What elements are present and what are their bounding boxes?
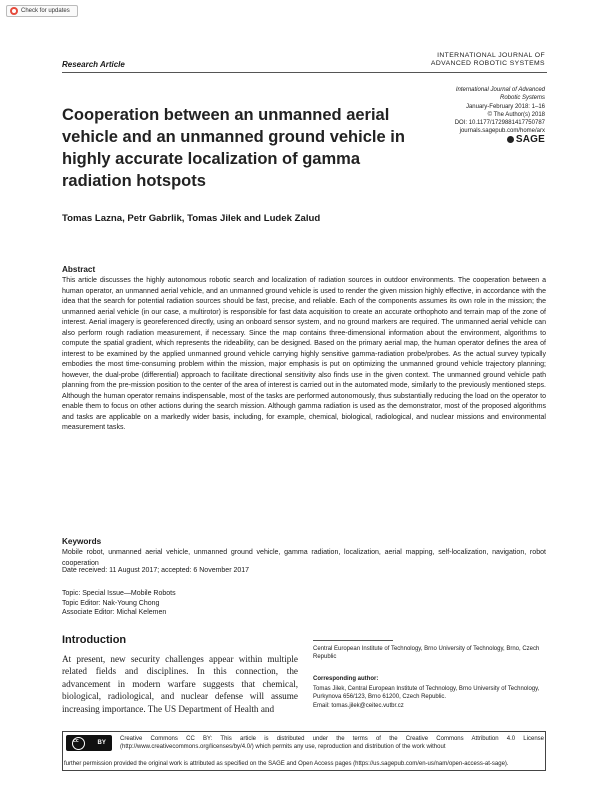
affiliation: Central European Institute of Technology, Brno University of Technology, Brno, Czech Republic xyxy=(313,646,540,661)
introduction-text: At present, new security challenges appear within multiple related fields and disciplines. In this connection, the advancement in modern warfare suggests that chemical, biological, radiological, and nuclear defense will assume increasing importance. The US Department of Health and xyxy=(62,654,298,714)
license-text-continued: further permission provided the original work is attributed as specified on the SAGE and Open Access pages (https://us.sagepub.com/en-us/nam/open-access-at-sage). xyxy=(64,761,509,767)
affiliation-rule xyxy=(313,640,393,641)
corresponding-email[interactable]: Email: tomas.jilek@ceitec.vutbr.cz xyxy=(313,702,404,709)
meta-url[interactable]: journals.sagepub.com/home/arx xyxy=(459,128,545,135)
article-type: Research Article xyxy=(62,60,125,69)
keywords-heading: Keywords xyxy=(62,537,102,546)
meta-copyright: © The Author(s) 2018 xyxy=(487,111,545,118)
corresponding-heading: Corresponding author: xyxy=(313,676,379,682)
associate-editor: Associate Editor: Michal Kelemen xyxy=(62,609,167,616)
journal-name-line1: INTERNATIONAL JOURNAL OF xyxy=(437,52,545,59)
topic-editor: Topic Editor: Nak-Young Chong xyxy=(62,599,160,607)
header-rule xyxy=(62,72,547,73)
topic-info xyxy=(62,589,176,618)
sage-logo xyxy=(507,134,545,145)
abstract-heading: Abstract xyxy=(62,265,96,274)
corresponding-text: Tomas Jilek, Central European Institute of Technology, Brno University of Technology, Purkynova 656/123, Brno 61200, Czech Republic. xyxy=(313,686,540,701)
cc-icon: cc xyxy=(72,737,85,750)
check-for-updates-badge[interactable] xyxy=(6,5,78,17)
keywords-text: Mobile robot, unmanned aerial vehicle, unmanned ground vehicle, gamma radiation, localization, aerial mapping, self-localization, navigation, robot cooperation xyxy=(62,549,546,567)
license-text: Creative Commons CC BY: This article is distributed under the terms of the Creative Commons Attribution 4.0 License (http://www.creativecommons.org/licenses/by/4.0/) which permits any use, reproduction and distribution of the work without xyxy=(120,736,544,751)
check-for-updates-label: Check for updates xyxy=(21,8,70,14)
topic: Topic: Special Issue—Mobile Robots xyxy=(62,590,176,597)
authors: Tomas Lazna, Petr Gabrlik, Tomas Jilek and Ludek Zalud xyxy=(62,213,321,224)
journal-name xyxy=(395,52,545,68)
article-title: Cooperation between an unmanned aerial vehicle and an unmanned ground vehicle in highly accurate localization of gamma radiation hotspots xyxy=(62,106,405,190)
sage-wordmark: SAGE xyxy=(515,134,545,145)
update-icon xyxy=(10,7,18,15)
abstract-text: This article discusses the highly autonomous robotic search and localization of radiation sources in outdoor environments. The cooperation between a human operator, an unmanned aerial vehicle, and an unmanned ground vehicle is used to render the given mission highly effective, in accordance with the idea that the search for potential radiation sources should be fast, precise, and reliable. Each of the components assumes its own role in the mission; the unmanned aerial vehicle (in our case, a multirotor) is responsible for fast data acquisition to create an accurate orthophoto and terrain map of the zone of interest. Aerial imagery is georeferenced directly, using an onboard sensor system, and no ground markers are required. The unmanned aerial vehicle can also perform rough radiation measurement, if necessary. Since the map contains three-dimensional information about the environment, algorithms to compute the spatial gradient, which represents the rideability, can be designed. Based on the primary aerial map, the human operator defines the area of interest to be examined by the applied unmanned ground vehicle carrying highly sensitive gamma-radiation probe/probes. As the actual survey typically embodies the most time-consuming problem within the mission, major emphasis is put on optimizing the unmanned ground vehicle trajectory planning; however, the dual-probe (differential) approach to facilitate directional sensitivity also finds use in the given context. The unmanned ground vehicle path planning from the pre-mission position to the center of the area of interest is carried out in the automated mode, similarly to the previously mentioned steps. Although the human operator remains indispensable, most of the tasks are performed autonomously, thus substantially reducing the load on the operator to enable them to focus on other actions during the search mission. Although gamma radiation is used as the demonstrator, most of the proposed algorithms and tasks are applicable on a markedly wider basis, including, for example, chemical, biological, radiological, and nuclear missions and environmental measurement tasks. xyxy=(62,277,546,431)
cc-by-logo xyxy=(66,735,112,751)
meta-journal-1: International Journal of Advanced xyxy=(455,87,545,93)
sage-icon xyxy=(507,136,514,143)
article-meta xyxy=(385,86,545,136)
corresponding-author xyxy=(313,685,549,710)
journal-name-line2: ADVANCED ROBOTIC SYSTEMS xyxy=(430,60,545,67)
by-icon: BY xyxy=(97,740,106,746)
introduction-heading: Introduction xyxy=(62,634,127,646)
meta-issue: January-February 2018: 1–16 xyxy=(465,103,545,110)
meta-doi[interactable]: DOI: 10.1177/1729881417750787 xyxy=(454,120,545,127)
article-dates: Date received: 11 August 2017; accepted: 6 November 2017 xyxy=(62,567,250,574)
meta-journal-2: Robotic Systems xyxy=(499,95,545,102)
